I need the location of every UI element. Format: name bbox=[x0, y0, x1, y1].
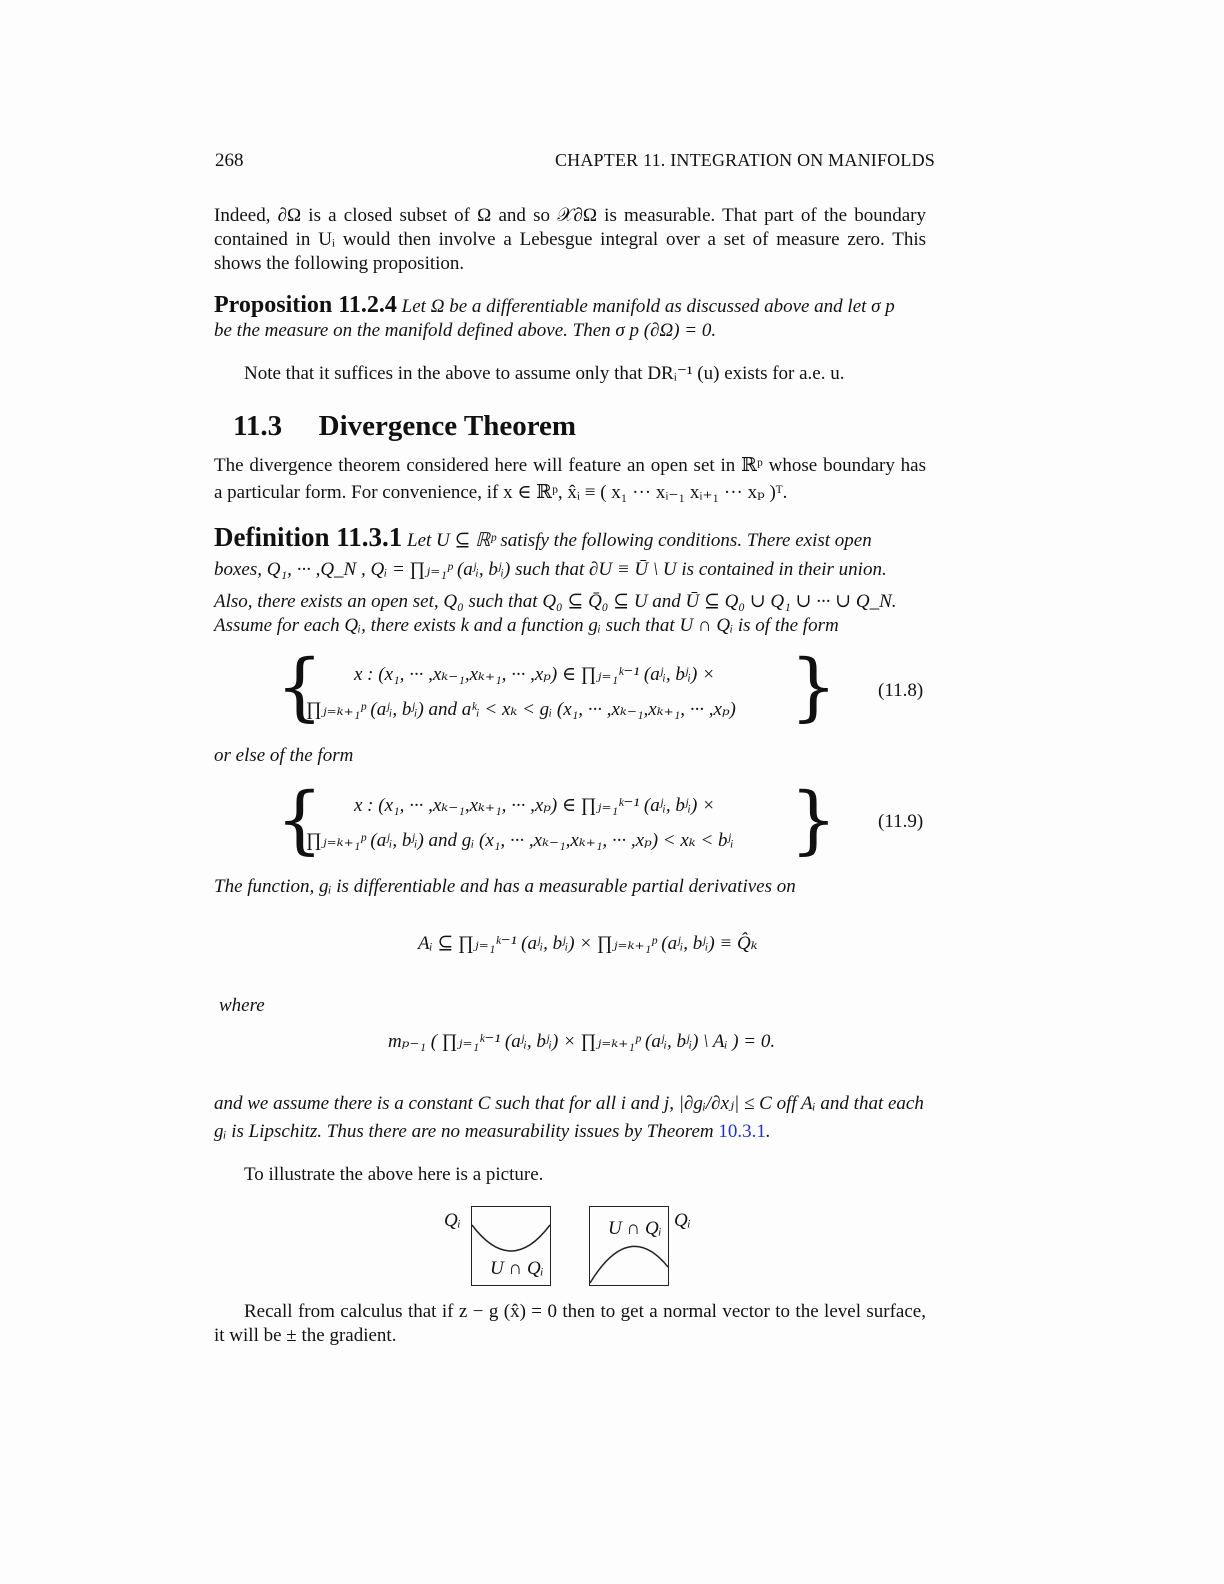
eq-11-8-left-brace: { bbox=[276, 644, 324, 730]
note-paragraph: Note that it suffices in the above to assume only that DRᵢ⁻¹ (u) exists for a.e. u. bbox=[244, 363, 845, 384]
figure-right-uq-label: U ∩ Qᵢ bbox=[608, 1218, 662, 1239]
eq-11-8-right-brace: } bbox=[790, 644, 838, 730]
eq-11-9-number: (11.9) bbox=[878, 811, 924, 832]
eq-11-9-row-1: x : (x₁, ··· ,xₖ₋₁,xₖ₊₁, ··· ,xₚ) ∈ ∏ⱼ₌₁ᵏ⁻¹ (aʲᵢ, bʲᵢ) × bbox=[354, 795, 715, 816]
eq-11-8-number: (11.8) bbox=[878, 680, 924, 701]
eq-11-9-left-brace: { bbox=[276, 777, 324, 863]
figure-left-q-label: Qᵢ bbox=[444, 1210, 461, 1231]
section-line-2: a particular form. For convenience, if x ∈ ℝᵖ, x̂ᵢ ≡ ( x₁ ··· xᵢ₋₁ xᵢ₊₁ ··· xₚ )ᵀ. bbox=[214, 482, 788, 503]
intro-line-1: Indeed, ∂Ω is a closed subset of Ω and so 𝒳∂Ω is measurable. That part of the boundary bbox=[214, 205, 926, 226]
intro-line-3: shows the following proposition. bbox=[214, 253, 465, 274]
assume-paragraph bbox=[214, 1092, 926, 1144]
proposition-block bbox=[214, 293, 926, 343]
section-heading bbox=[233, 410, 576, 443]
section-line-1: The divergence theorem considered here will feature an open set in ℝᵖ whose boundary has bbox=[214, 455, 926, 476]
function-text: The function, gᵢ is differentiable and has a measurable partial derivatives on bbox=[214, 876, 796, 897]
eq-11-9-right-brace: } bbox=[790, 777, 838, 863]
eq-A-subset: Aᵢ ⊆ ∏ⱼ₌₁ᵏ⁻¹ (aʲᵢ, bʲᵢ) × ∏ⱼ₌ₖ₊₁ᵖ (aʲᵢ, bʲᵢ) ≡ Q̂ₖ bbox=[418, 933, 758, 954]
definition-line-2: boxes, Q₁, ··· ,Q_N , Qᵢ = ∏ⱼ₌₁ᵖ (aʲᵢ, bʲᵢ) such that ∂U ≡ Ū \ U is contained in their union. bbox=[214, 559, 887, 580]
recall-line-2: it will be ± the gradient. bbox=[214, 1325, 397, 1346]
theorem-link[interactable]: 10.3.1 bbox=[718, 1121, 766, 1142]
illustrate-text: To illustrate the above here is a picture. bbox=[244, 1164, 544, 1185]
proposition-label: Proposition 11.2.4 bbox=[214, 292, 397, 318]
recall-line-1: Recall from calculus that if z − g (x̂) = 0 then to get a normal vector to the level surface, bbox=[244, 1301, 926, 1322]
assume-line-2 bbox=[214, 1120, 926, 1144]
intro-line-2: contained in Uᵢ would then involve a Lebesgue integral over a set of measure zero. This bbox=[214, 229, 926, 250]
page-number: 268 bbox=[215, 150, 244, 171]
proposition-line-2: be the measure on the manifold defined above. Then σ p (∂Ω) = 0. bbox=[214, 320, 717, 341]
section-number: 11.3 bbox=[233, 410, 283, 442]
or-else-text: or else of the form bbox=[214, 745, 354, 766]
figure-left-uq-label: U ∩ Qᵢ bbox=[490, 1258, 544, 1279]
section-paragraph bbox=[214, 454, 926, 505]
section-title: Divergence Theorem bbox=[318, 410, 577, 442]
definition-label: Definition 11.3.1 bbox=[214, 522, 403, 552]
definition-line-4: Assume for each Qᵢ, there exists k and a function gᵢ such that U ∩ Qᵢ is of the form bbox=[214, 615, 839, 636]
eq-measure-zero: mₚ₋₁ ( ∏ⱼ₌₁ᵏ⁻¹ (aʲᵢ, bʲᵢ) × ∏ⱼ₌ₖ₊₁ᵖ (aʲᵢ, bʲᵢ) \ Aᵢ ) = 0. bbox=[388, 1031, 776, 1052]
eq-11-9-row-2: ∏ⱼ₌ₖ₊₁ᵖ (aʲᵢ, bʲᵢ) and gᵢ (x₁, ··· ,xₖ₋₁,xₖ₊₁, ··· ,xₚ) < xₖ < bʲᵢ bbox=[306, 830, 734, 851]
recall-paragraph bbox=[214, 1300, 926, 1348]
assume-line-2-end: . bbox=[765, 1121, 771, 1142]
proposition-line-1: Let Ω be a differentiable manifold as discussed above and let σ p bbox=[401, 296, 895, 317]
definition-block bbox=[214, 522, 926, 638]
definition-line-1: Let U ⊆ ℝᵖ satisfy the following conditions. There exist open bbox=[407, 530, 872, 551]
eq-11-8-row-1: x : (x₁, ··· ,xₖ₋₁,xₖ₊₁, ··· ,xₚ) ∈ ∏ⱼ₌₁ᵏ⁻¹ (aʲᵢ, bʲᵢ) × bbox=[354, 664, 715, 685]
figure-right-q-label: Qᵢ bbox=[674, 1210, 691, 1231]
where-text: where bbox=[219, 995, 265, 1016]
assume-line-1: and we assume there is a constant C such that for all i and j, |∂gᵢ/∂xⱼ| ≤ C off Aᵢ and that each bbox=[214, 1093, 924, 1114]
intro-paragraph bbox=[214, 204, 926, 276]
eq-11-8-row-2: ∏ⱼ₌ₖ₊₁ᵖ (aʲᵢ, bʲᵢ) and aᵏᵢ < xₖ < gᵢ (x₁, ··· ,xₖ₋₁,xₖ₊₁, ··· ,xₚ) bbox=[306, 699, 736, 720]
assume-line-2-text: gᵢ is Lipschitz. Thus there are no measurability issues by Theorem bbox=[214, 1121, 719, 1142]
chapter-header: CHAPTER 11. INTEGRATION ON MANIFOLDS bbox=[554, 150, 935, 170]
definition-line-3: Also, there exists an open set, Q₀ such that Q₀ ⊆ Q̄₀ ⊆ U and Ū ⊆ Q₀ ∪ Q₁ ∪ ··· ∪ Q_N. bbox=[214, 591, 897, 612]
